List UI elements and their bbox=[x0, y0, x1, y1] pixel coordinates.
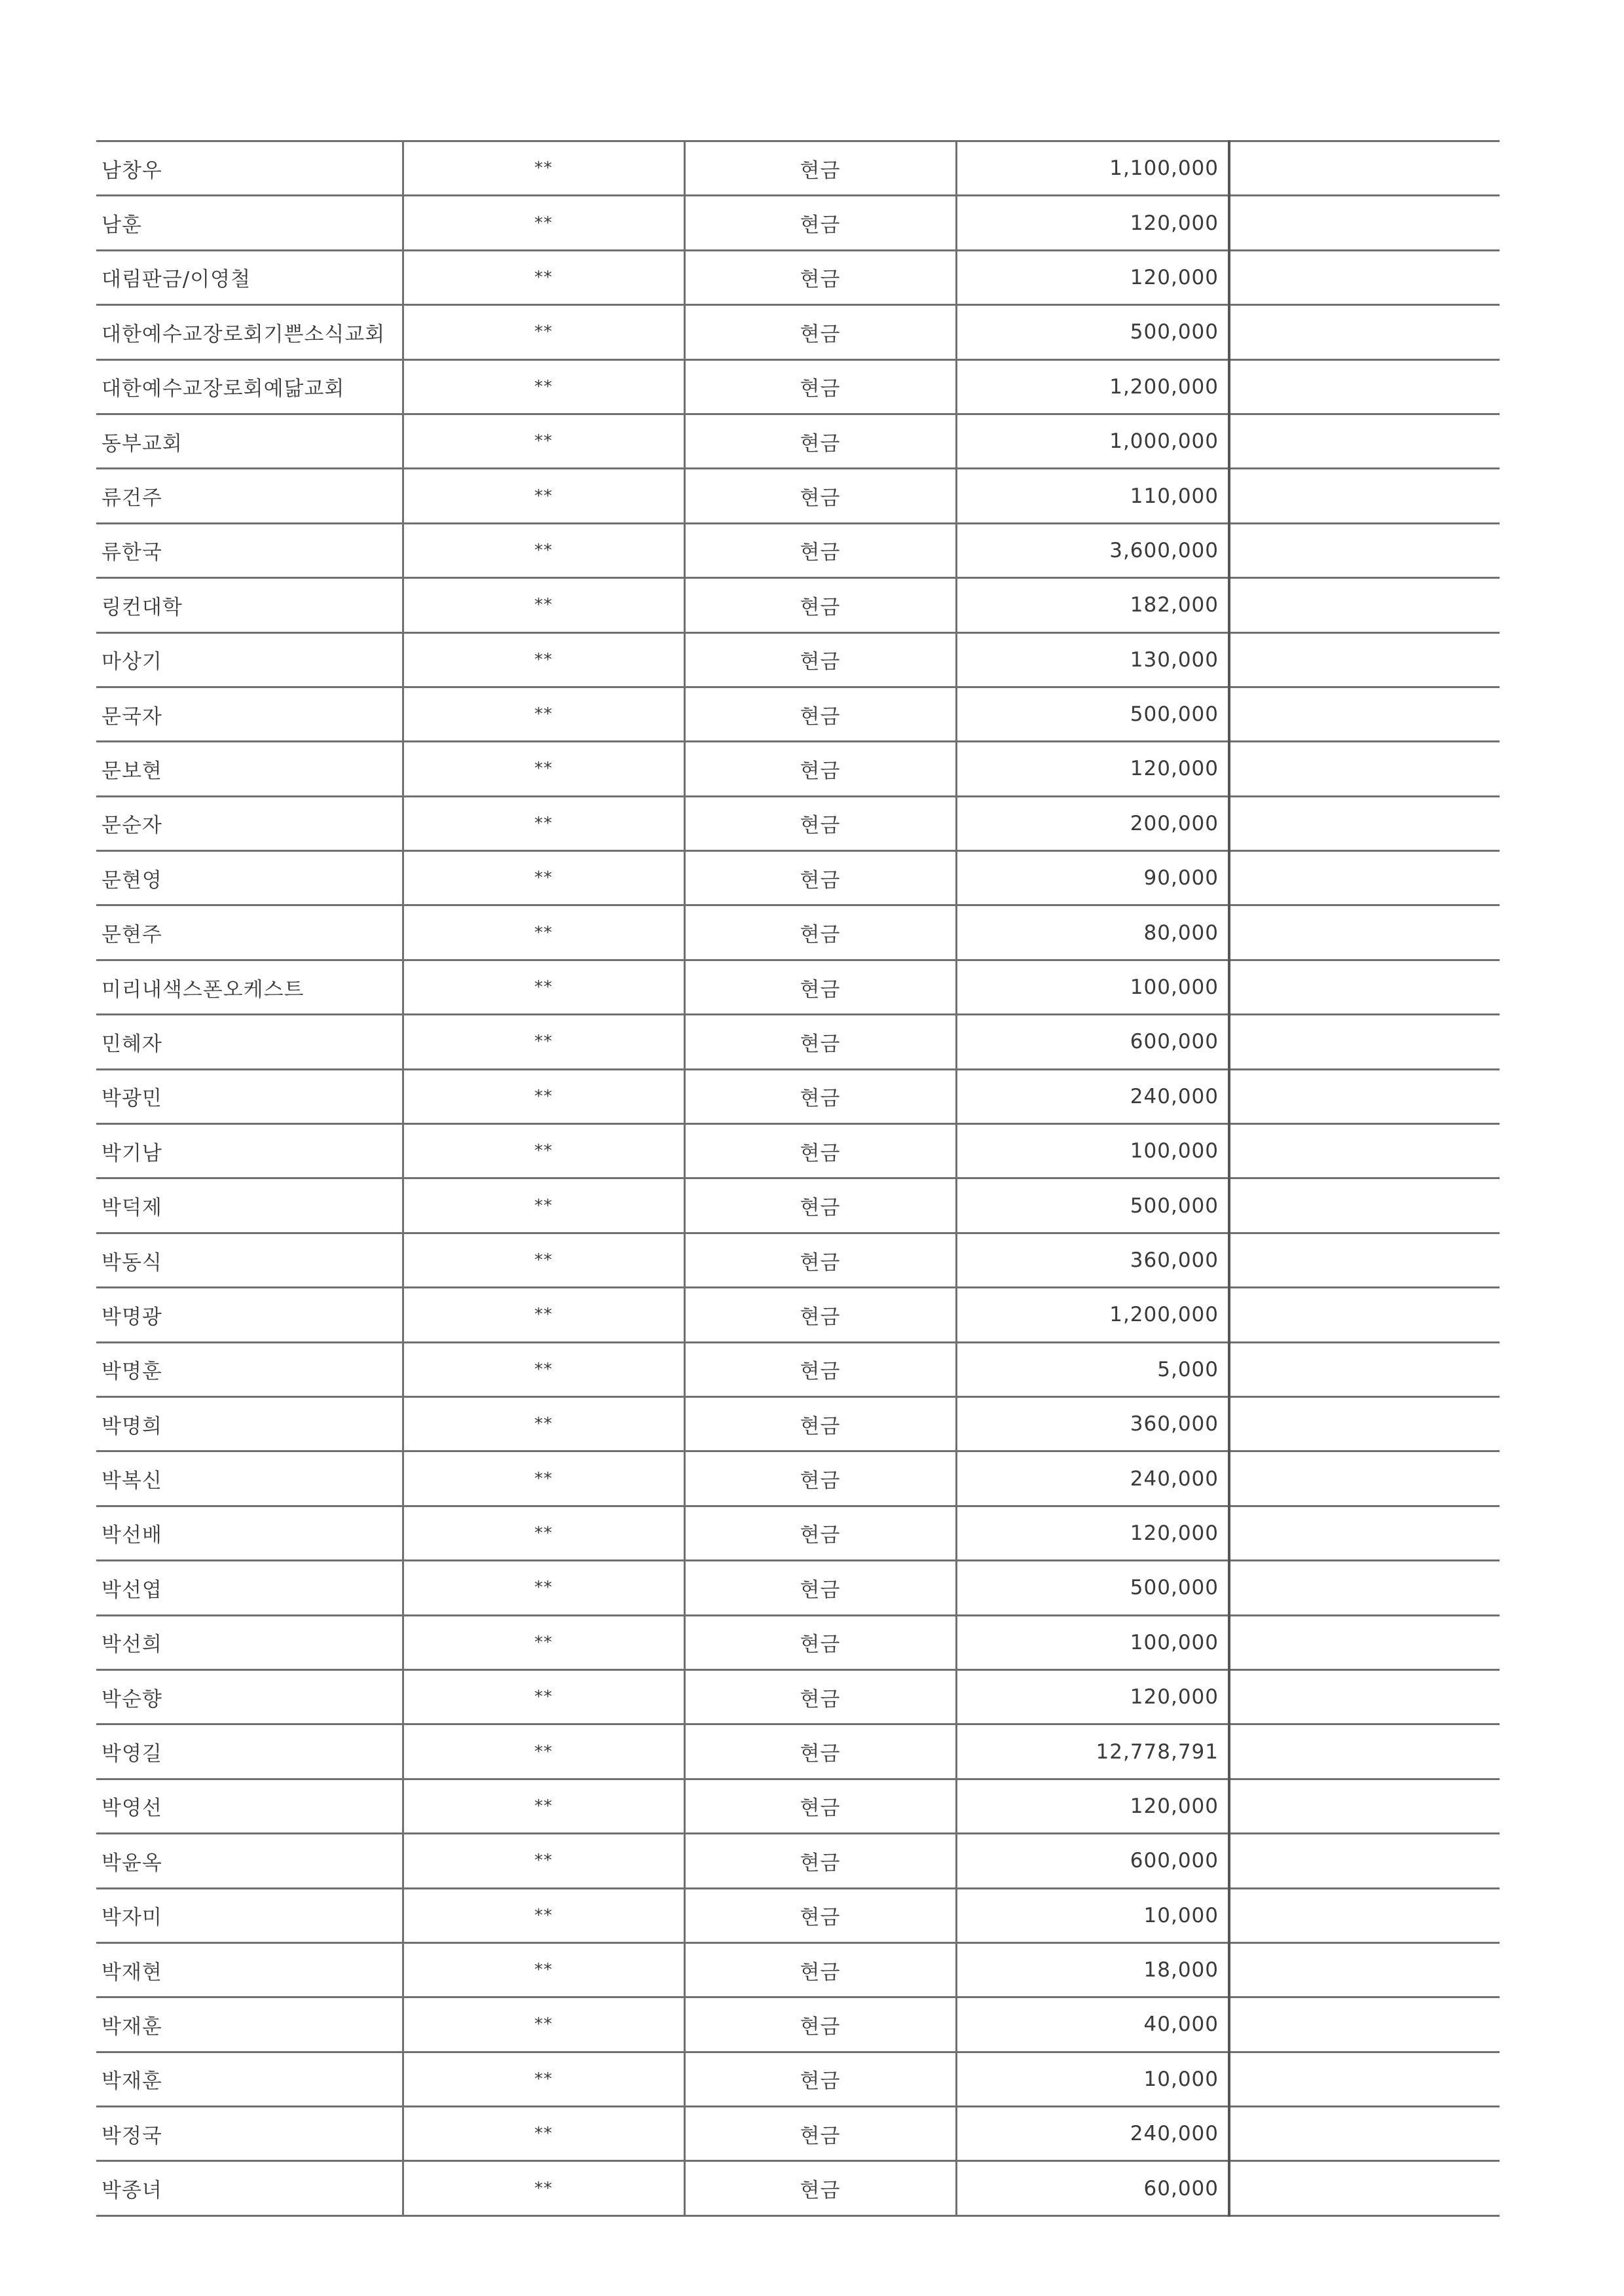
table-row bbox=[96, 2161, 1500, 2215]
amount-cell: 1,200,000 bbox=[956, 1288, 1229, 1342]
payment-type-cell: 현금 bbox=[684, 2052, 956, 2106]
amount-cell: 120,000 bbox=[956, 1506, 1229, 1560]
table-row bbox=[96, 632, 1500, 687]
donation-ledger-table bbox=[96, 140, 1500, 2217]
donor-name-cell: 박영길 bbox=[96, 1724, 403, 1779]
masked-id-cell: ** bbox=[403, 1669, 684, 1724]
masked-id-cell: ** bbox=[403, 851, 684, 905]
note-cell bbox=[1229, 1615, 1500, 1669]
payment-type-cell: 현금 bbox=[684, 1342, 956, 1396]
table-row bbox=[96, 1834, 1500, 1888]
amount-cell: 1,100,000 bbox=[956, 141, 1229, 196]
table-row bbox=[96, 523, 1500, 577]
table-row bbox=[96, 196, 1500, 250]
table-row bbox=[96, 1124, 1500, 1178]
payment-type-cell: 현금 bbox=[684, 2107, 956, 2161]
note-cell bbox=[1229, 2107, 1500, 2161]
masked-id-cell: ** bbox=[403, 1342, 684, 1396]
donor-name-cell: 문순자 bbox=[96, 796, 403, 850]
donor-name-cell: 문현영 bbox=[96, 851, 403, 905]
amount-cell: 120,000 bbox=[956, 1779, 1229, 1833]
payment-type-cell: 현금 bbox=[684, 1888, 956, 1942]
note-cell bbox=[1229, 796, 1500, 850]
masked-id-cell: ** bbox=[403, 196, 684, 250]
amount-cell: 5,000 bbox=[956, 1342, 1229, 1396]
table-row bbox=[96, 1724, 1500, 1779]
donor-name-cell: 박선희 bbox=[96, 1615, 403, 1669]
amount-cell: 500,000 bbox=[956, 1561, 1229, 1615]
masked-id-cell: ** bbox=[403, 1724, 684, 1779]
donor-name-cell: 박재현 bbox=[96, 1942, 403, 1997]
masked-id-cell: ** bbox=[403, 359, 684, 414]
table-row bbox=[96, 1942, 1500, 1997]
amount-cell: 182,000 bbox=[956, 578, 1229, 632]
table-row bbox=[96, 1451, 1500, 1506]
note-cell bbox=[1229, 1451, 1500, 1506]
payment-type-cell: 현금 bbox=[684, 905, 956, 960]
note-cell bbox=[1229, 1396, 1500, 1451]
note-cell bbox=[1229, 1069, 1500, 1123]
note-cell bbox=[1229, 1942, 1500, 1997]
donor-name-cell: 박명희 bbox=[96, 1396, 403, 1451]
donor-name-cell: 박재훈 bbox=[96, 2052, 403, 2106]
amount-cell: 200,000 bbox=[956, 796, 1229, 850]
payment-type-cell: 현금 bbox=[684, 1396, 956, 1451]
table-row bbox=[96, 1015, 1500, 1069]
table-row bbox=[96, 687, 1500, 741]
note-cell bbox=[1229, 742, 1500, 796]
donation-ledger-sheet bbox=[96, 140, 1500, 2217]
masked-id-cell: ** bbox=[403, 1451, 684, 1506]
table-row bbox=[96, 796, 1500, 850]
payment-type-cell: 현금 bbox=[684, 687, 956, 741]
payment-type-cell: 현금 bbox=[684, 1015, 956, 1069]
table-row bbox=[96, 960, 1500, 1014]
table-row bbox=[96, 2107, 1500, 2161]
masked-id-cell: ** bbox=[403, 1396, 684, 1451]
donor-name-cell: 박명훈 bbox=[96, 1342, 403, 1396]
masked-id-cell: ** bbox=[403, 1288, 684, 1342]
masked-id-cell: ** bbox=[403, 1888, 684, 1942]
masked-id-cell: ** bbox=[403, 1942, 684, 1997]
donor-name-cell: 미리내색스폰오케스트 bbox=[96, 960, 403, 1014]
donor-name-cell: 류건주 bbox=[96, 469, 403, 523]
donor-name-cell: 박윤옥 bbox=[96, 1834, 403, 1888]
table-row bbox=[96, 1506, 1500, 1560]
amount-cell: 130,000 bbox=[956, 632, 1229, 687]
note-cell bbox=[1229, 1779, 1500, 1833]
note-cell bbox=[1229, 1124, 1500, 1178]
payment-type-cell: 현금 bbox=[684, 250, 956, 304]
amount-cell: 120,000 bbox=[956, 250, 1229, 304]
masked-id-cell: ** bbox=[403, 469, 684, 523]
amount-cell: 360,000 bbox=[956, 1233, 1229, 1287]
payment-type-cell: 현금 bbox=[684, 960, 956, 1014]
donor-name-cell: 박순향 bbox=[96, 1669, 403, 1724]
donor-name-cell: 박종녀 bbox=[96, 2161, 403, 2215]
payment-type-cell: 현금 bbox=[684, 1288, 956, 1342]
masked-id-cell: ** bbox=[403, 2052, 684, 2106]
table-row bbox=[96, 1997, 1500, 2052]
note-cell bbox=[1229, 960, 1500, 1014]
note-cell bbox=[1229, 359, 1500, 414]
note-cell bbox=[1229, 851, 1500, 905]
amount-cell: 600,000 bbox=[956, 1015, 1229, 1069]
payment-type-cell: 현금 bbox=[684, 1561, 956, 1615]
table-row bbox=[96, 905, 1500, 960]
table-row bbox=[96, 1069, 1500, 1123]
amount-cell: 10,000 bbox=[956, 2052, 1229, 2106]
donor-name-cell: 동부교회 bbox=[96, 414, 403, 468]
note-cell bbox=[1229, 1561, 1500, 1615]
masked-id-cell: ** bbox=[403, 1561, 684, 1615]
table-row bbox=[96, 359, 1500, 414]
note-cell bbox=[1229, 1178, 1500, 1233]
note-cell bbox=[1229, 305, 1500, 359]
payment-type-cell: 현금 bbox=[684, 414, 956, 468]
amount-cell: 100,000 bbox=[956, 1615, 1229, 1669]
payment-type-cell: 현금 bbox=[684, 851, 956, 905]
payment-type-cell: 현금 bbox=[684, 469, 956, 523]
masked-id-cell: ** bbox=[403, 796, 684, 850]
masked-id-cell: ** bbox=[403, 250, 684, 304]
payment-type-cell: 현금 bbox=[684, 523, 956, 577]
table-row bbox=[96, 1233, 1500, 1287]
masked-id-cell: ** bbox=[403, 742, 684, 796]
masked-id-cell: ** bbox=[403, 1506, 684, 1560]
masked-id-cell: ** bbox=[403, 687, 684, 741]
donor-name-cell: 대한예수교장로회기쁜소식교회 bbox=[96, 305, 403, 359]
amount-cell: 10,000 bbox=[956, 1888, 1229, 1942]
table-row bbox=[96, 1615, 1500, 1669]
amount-cell: 500,000 bbox=[956, 305, 1229, 359]
masked-id-cell: ** bbox=[403, 141, 684, 196]
amount-cell: 120,000 bbox=[956, 742, 1229, 796]
payment-type-cell: 현금 bbox=[684, 632, 956, 687]
payment-type-cell: 현금 bbox=[684, 1669, 956, 1724]
table-row bbox=[96, 2052, 1500, 2106]
payment-type-cell: 현금 bbox=[684, 796, 956, 850]
donor-name-cell: 박광민 bbox=[96, 1069, 403, 1123]
masked-id-cell: ** bbox=[403, 578, 684, 632]
note-cell bbox=[1229, 1888, 1500, 1942]
payment-type-cell: 현금 bbox=[684, 2161, 956, 2215]
masked-id-cell: ** bbox=[403, 2161, 684, 2215]
donor-name-cell: 문보현 bbox=[96, 742, 403, 796]
payment-type-cell: 현금 bbox=[684, 1506, 956, 1560]
ledger-body bbox=[96, 141, 1500, 2216]
amount-cell: 12,778,791 bbox=[956, 1724, 1229, 1779]
table-row bbox=[96, 141, 1500, 196]
table-row bbox=[96, 851, 1500, 905]
donor-name-cell: 류한국 bbox=[96, 523, 403, 577]
amount-cell: 3,600,000 bbox=[956, 523, 1229, 577]
donor-name-cell: 박복신 bbox=[96, 1451, 403, 1506]
table-row bbox=[96, 1669, 1500, 1724]
payment-type-cell: 현금 bbox=[684, 196, 956, 250]
masked-id-cell: ** bbox=[403, 1069, 684, 1123]
table-row bbox=[96, 1779, 1500, 1833]
amount-cell: 240,000 bbox=[956, 1069, 1229, 1123]
amount-cell: 1,000,000 bbox=[956, 414, 1229, 468]
payment-type-cell: 현금 bbox=[684, 141, 956, 196]
table-row bbox=[96, 414, 1500, 468]
note-cell bbox=[1229, 469, 1500, 523]
amount-cell: 18,000 bbox=[956, 1942, 1229, 1997]
note-cell bbox=[1229, 1506, 1500, 1560]
payment-type-cell: 현금 bbox=[684, 305, 956, 359]
donor-name-cell: 링컨대학 bbox=[96, 578, 403, 632]
donor-name-cell: 대한예수교장로회예닮교회 bbox=[96, 359, 403, 414]
donor-name-cell: 박명광 bbox=[96, 1288, 403, 1342]
note-cell bbox=[1229, 578, 1500, 632]
table-row bbox=[96, 578, 1500, 632]
table-row bbox=[96, 1561, 1500, 1615]
donor-name-cell: 박동식 bbox=[96, 1233, 403, 1287]
donor-name-cell: 문현주 bbox=[96, 905, 403, 960]
table-row bbox=[96, 305, 1500, 359]
masked-id-cell: ** bbox=[403, 2107, 684, 2161]
payment-type-cell: 현금 bbox=[684, 742, 956, 796]
donor-name-cell: 박자미 bbox=[96, 1888, 403, 1942]
donor-name-cell: 대림판금/이영철 bbox=[96, 250, 403, 304]
note-cell bbox=[1229, 1997, 1500, 2052]
amount-cell: 500,000 bbox=[956, 687, 1229, 741]
note-cell bbox=[1229, 196, 1500, 250]
payment-type-cell: 현금 bbox=[684, 1615, 956, 1669]
payment-type-cell: 현금 bbox=[684, 1834, 956, 1888]
payment-type-cell: 현금 bbox=[684, 1942, 956, 1997]
donor-name-cell: 마상기 bbox=[96, 632, 403, 687]
amount-cell: 240,000 bbox=[956, 2107, 1229, 2161]
masked-id-cell: ** bbox=[403, 1233, 684, 1287]
donor-name-cell: 박덕제 bbox=[96, 1178, 403, 1233]
donor-name-cell: 박정국 bbox=[96, 2107, 403, 2161]
table-row bbox=[96, 1342, 1500, 1396]
note-cell bbox=[1229, 632, 1500, 687]
donor-name-cell: 문국자 bbox=[96, 687, 403, 741]
table-row bbox=[96, 742, 1500, 796]
masked-id-cell: ** bbox=[403, 1124, 684, 1178]
payment-type-cell: 현금 bbox=[684, 1997, 956, 2052]
note-cell bbox=[1229, 141, 1500, 196]
donor-name-cell: 박영선 bbox=[96, 1779, 403, 1833]
note-cell bbox=[1229, 1724, 1500, 1779]
note-cell bbox=[1229, 687, 1500, 741]
note-cell bbox=[1229, 1342, 1500, 1396]
payment-type-cell: 현금 bbox=[684, 578, 956, 632]
amount-cell: 90,000 bbox=[956, 851, 1229, 905]
table-row bbox=[96, 469, 1500, 523]
table-row bbox=[96, 1178, 1500, 1233]
masked-id-cell: ** bbox=[403, 1997, 684, 2052]
masked-id-cell: ** bbox=[403, 1178, 684, 1233]
donor-name-cell: 박기남 bbox=[96, 1124, 403, 1178]
payment-type-cell: 현금 bbox=[684, 359, 956, 414]
masked-id-cell: ** bbox=[403, 905, 684, 960]
note-cell bbox=[1229, 1233, 1500, 1287]
amount-cell: 60,000 bbox=[956, 2161, 1229, 2215]
payment-type-cell: 현금 bbox=[684, 1724, 956, 1779]
payment-type-cell: 현금 bbox=[684, 1233, 956, 1287]
amount-cell: 120,000 bbox=[956, 1669, 1229, 1724]
amount-cell: 600,000 bbox=[956, 1834, 1229, 1888]
donor-name-cell: 박선배 bbox=[96, 1506, 403, 1560]
note-cell bbox=[1229, 1834, 1500, 1888]
donor-name-cell: 남훈 bbox=[96, 196, 403, 250]
payment-type-cell: 현금 bbox=[684, 1124, 956, 1178]
table-row bbox=[96, 1396, 1500, 1451]
masked-id-cell: ** bbox=[403, 414, 684, 468]
payment-type-cell: 현금 bbox=[684, 1069, 956, 1123]
table-row bbox=[96, 250, 1500, 304]
amount-cell: 80,000 bbox=[956, 905, 1229, 960]
amount-cell: 120,000 bbox=[956, 196, 1229, 250]
note-cell bbox=[1229, 1669, 1500, 1724]
donor-name-cell: 박재훈 bbox=[96, 1997, 403, 2052]
amount-cell: 240,000 bbox=[956, 1451, 1229, 1506]
note-cell bbox=[1229, 250, 1500, 304]
note-cell bbox=[1229, 1288, 1500, 1342]
masked-id-cell: ** bbox=[403, 632, 684, 687]
masked-id-cell: ** bbox=[403, 305, 684, 359]
amount-cell: 100,000 bbox=[956, 960, 1229, 1014]
masked-id-cell: ** bbox=[403, 960, 684, 1014]
table-row bbox=[96, 1288, 1500, 1342]
amount-cell: 360,000 bbox=[956, 1396, 1229, 1451]
payment-type-cell: 현금 bbox=[684, 1451, 956, 1506]
masked-id-cell: ** bbox=[403, 523, 684, 577]
table-row bbox=[96, 1888, 1500, 1942]
amount-cell: 110,000 bbox=[956, 469, 1229, 523]
note-cell bbox=[1229, 2161, 1500, 2215]
donor-name-cell: 박선엽 bbox=[96, 1561, 403, 1615]
amount-cell: 100,000 bbox=[956, 1124, 1229, 1178]
payment-type-cell: 현금 bbox=[684, 1779, 956, 1833]
note-cell bbox=[1229, 2052, 1500, 2106]
note-cell bbox=[1229, 414, 1500, 468]
amount-cell: 500,000 bbox=[956, 1178, 1229, 1233]
amount-cell: 1,200,000 bbox=[956, 359, 1229, 414]
masked-id-cell: ** bbox=[403, 1015, 684, 1069]
masked-id-cell: ** bbox=[403, 1779, 684, 1833]
note-cell bbox=[1229, 1015, 1500, 1069]
note-cell bbox=[1229, 523, 1500, 577]
payment-type-cell: 현금 bbox=[684, 1178, 956, 1233]
masked-id-cell: ** bbox=[403, 1615, 684, 1669]
donor-name-cell: 민혜자 bbox=[96, 1015, 403, 1069]
donor-name-cell: 남창우 bbox=[96, 141, 403, 196]
masked-id-cell: ** bbox=[403, 1834, 684, 1888]
amount-cell: 40,000 bbox=[956, 1997, 1229, 2052]
note-cell bbox=[1229, 905, 1500, 960]
